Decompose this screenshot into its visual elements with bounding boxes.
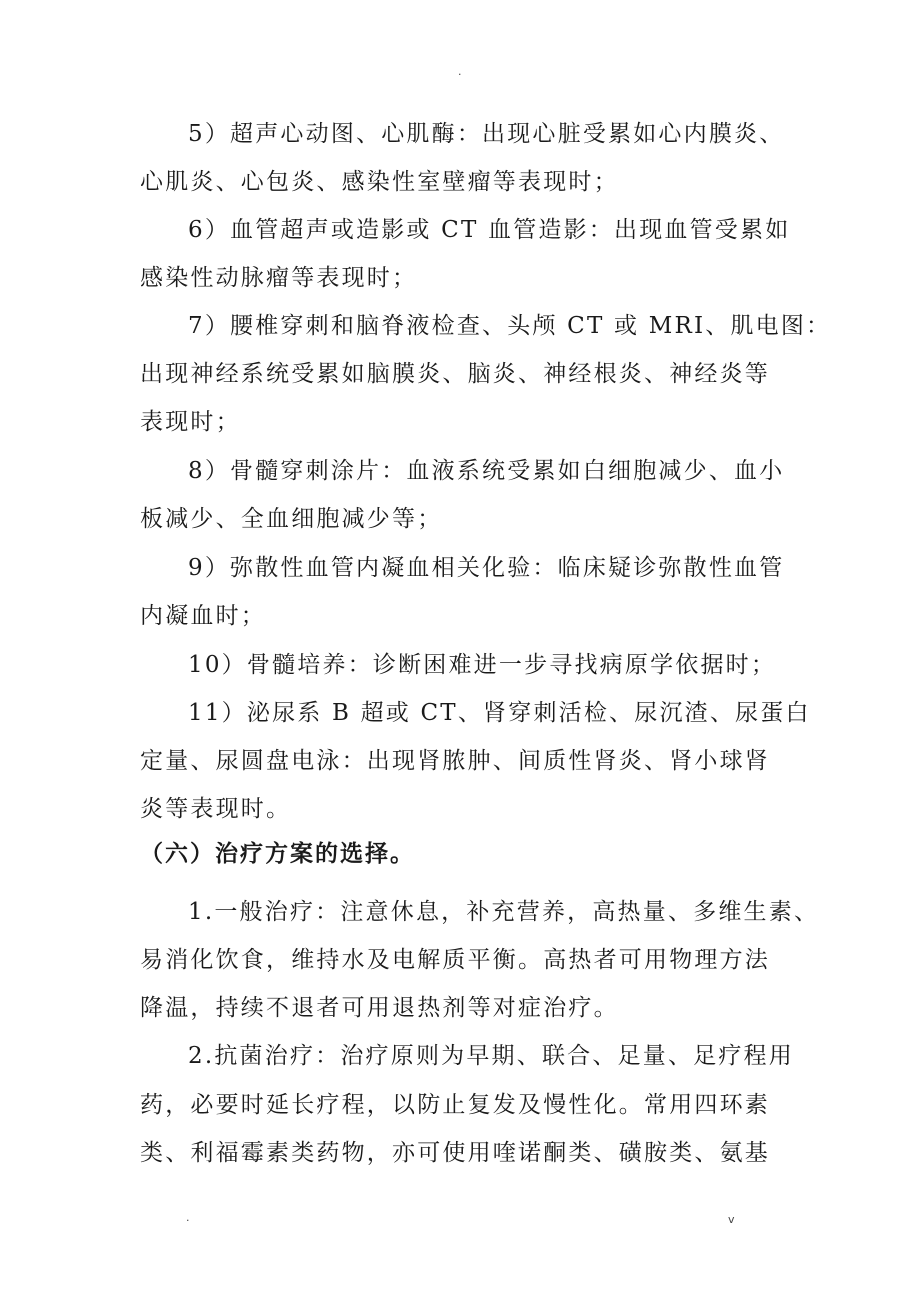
body-line-1: 5）超声心动图、心肌酶：出现心脏受累如心内膜炎、	[188, 121, 785, 147]
body-line-7: 表现时；	[140, 409, 241, 435]
body-line-5: 7）腰椎穿刺和脑脊液检查、头颅 CT 或 MRI、肌电图：	[188, 313, 832, 339]
body-line-3: 6）血管超声或造影或 CT 血管造影：出现血管受累如	[188, 217, 791, 243]
body-line-11: 内凝血时；	[140, 603, 266, 629]
body-line-8: 8）骨髓穿刺涂片：血液系统受累如白细胞减少、血小	[188, 458, 785, 484]
body-line-13: 11）泌尿系 B 超或 CT、肾穿刺活检、尿沉渣、尿蛋白	[188, 700, 811, 726]
body-line-17: 1.一般治疗：注意休息，补充营养，高热量、多维生素、	[188, 899, 820, 925]
body-line-19: 降温，持续不退者可用退热剂等对症治疗。	[140, 995, 619, 1021]
header-dot-mark: .	[458, 65, 462, 78]
section-heading: （六）治疗方案的选择。	[140, 840, 415, 867]
body-line-4: 感染性动脉瘤等表现时；	[140, 265, 418, 291]
body-line-15: 炎等表现时。	[140, 796, 292, 822]
footer-v-mark: v	[728, 1213, 735, 1226]
body-line-10: 9）弥散性血管内凝血相关化验：临床疑诊弥散性血管	[188, 555, 785, 581]
body-line-6: 出现神经系统受累如脑膜炎、脑炎、神经根炎、神经炎等	[140, 361, 770, 387]
footer-dot-mark: .	[186, 1211, 190, 1224]
body-line-18: 易消化饮食，维持水及电解质平衡。高热者可用物理方法	[140, 947, 770, 973]
body-line-12: 10）骨髓培养：诊断困难进一步寻找病原学依据时；	[188, 652, 777, 678]
body-line-21: 药，必要时延长疗程，以防止复发及慢性化。常用四环素	[140, 1092, 770, 1118]
body-line-20: 2.抗菌治疗：治疗原则为早期、联合、足量、足疗程用	[188, 1043, 794, 1069]
body-line-9: 板减少、全血细胞减少等；	[140, 506, 443, 532]
body-line-14: 定量、尿圆盘电泳：出现肾脓肿、间质性肾炎、肾小球肾	[140, 748, 770, 774]
body-line-2: 心肌炎、心包炎、感染性室壁瘤等表现时；	[140, 169, 619, 195]
body-line-22: 类、利福霉素类药物，亦可使用喹诺酮类、磺胺类、氨基	[140, 1140, 770, 1166]
